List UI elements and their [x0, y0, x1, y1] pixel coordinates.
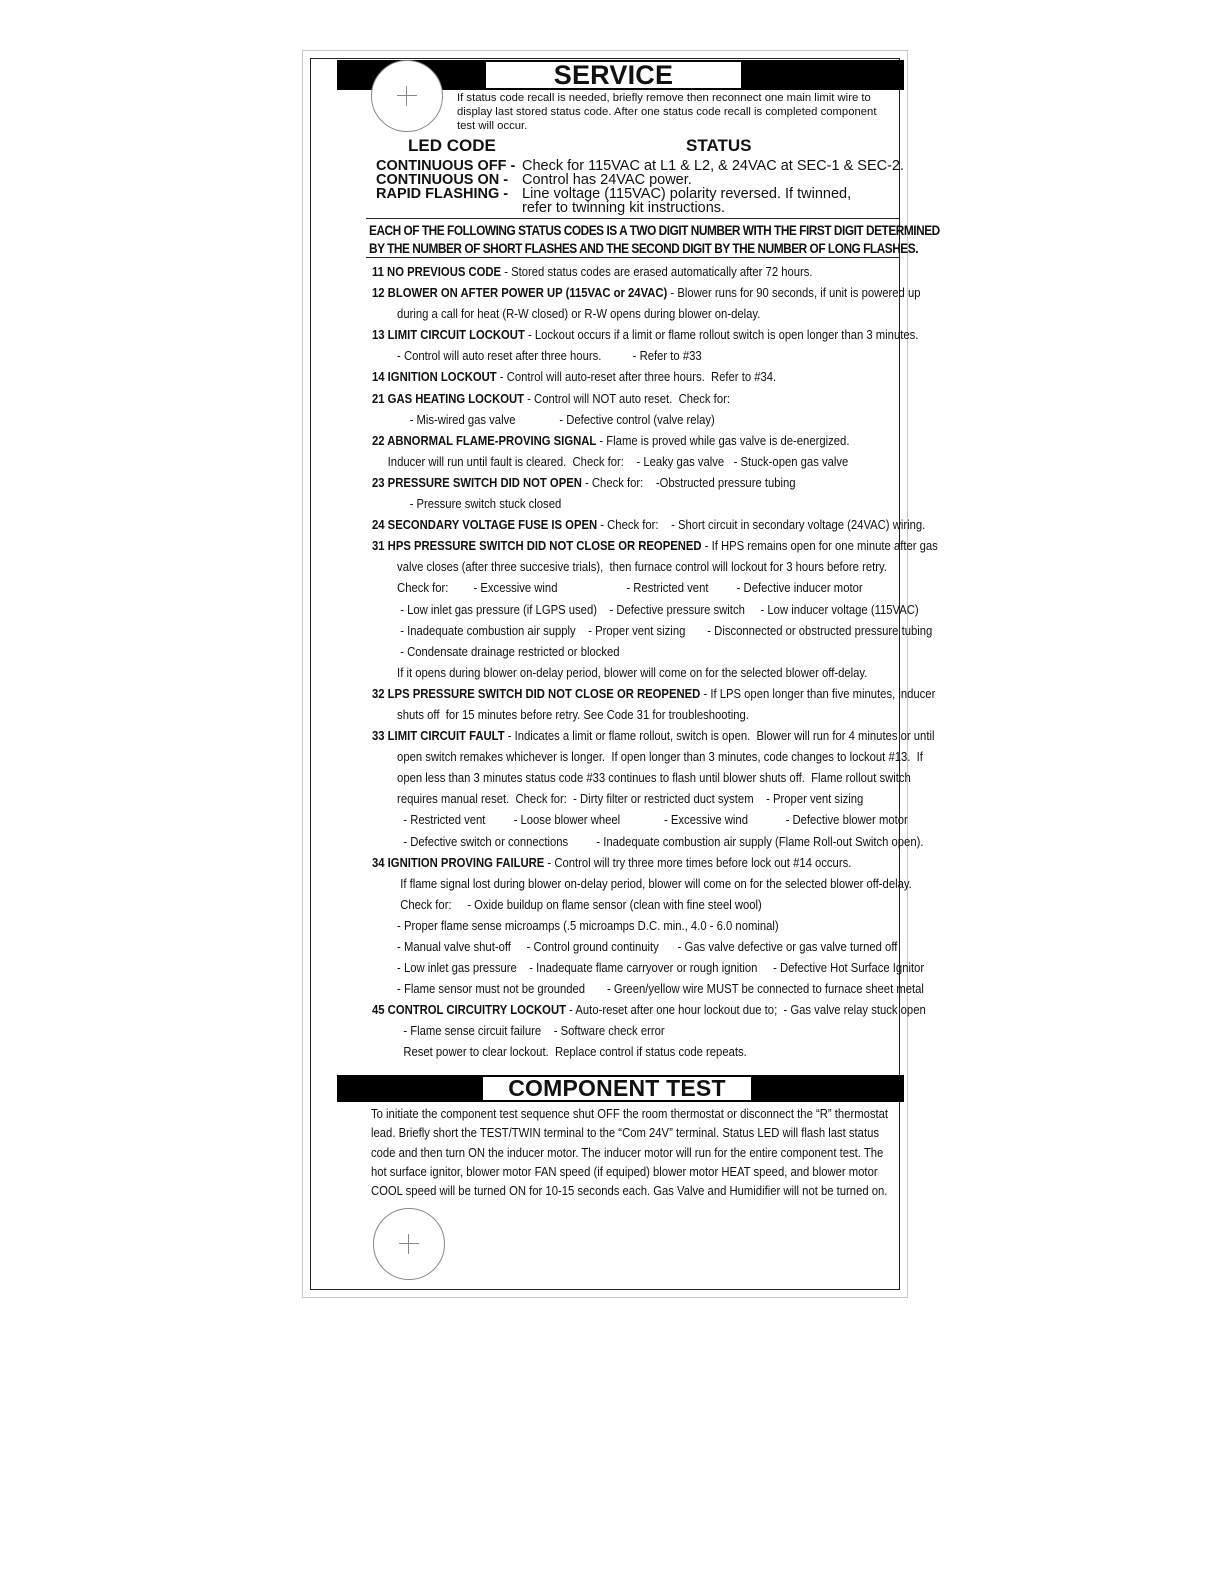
status-code-line	[372, 599, 919, 620]
status-code-name: 21 GAS HEATING LOCKOUT	[372, 390, 525, 406]
status-code-desc: Check for: - Excessive wind - Restricted vent - Defective inducer motor	[372, 580, 863, 596]
status-code-desc: - Defective switch or connections - Inadequate combustion air supply (Flame Roll-out Switch open).	[372, 833, 924, 849]
status-code-desc: - If HPS remains open for one minute after gas	[701, 538, 938, 554]
status-code-name: 12 BLOWER ON AFTER POWER UP (115VAC or 24VAC)	[372, 285, 668, 301]
status-code-desc: open less than 3 minutes status code #33 continues to flash until blower shuts off. Flame rollout switch	[372, 770, 911, 786]
status-code-name: 32 LPS PRESSURE SWITCH DID NOT CLOSE OR REOPENED	[372, 685, 701, 701]
status-code-line	[372, 535, 938, 556]
led-status: Control has 24VAC power.	[522, 172, 692, 188]
status-code-desc: - Low inlet gas pressure (if LGPS used) - Defective pressure switch - Low inducer voltage (115VAC)	[372, 601, 919, 617]
status-code-line	[372, 261, 894, 282]
status-code-line	[372, 493, 894, 514]
status-code-desc: - Stored status codes are erased automatically after 72 hours.	[501, 264, 813, 279]
status-code-desc: Reset power to clear lockout. Replace control if status code repeats.	[372, 1044, 747, 1060]
status-code-desc: - Control will try three more times before lock out #14 occurs.	[544, 854, 852, 870]
status-code-name: 31 HPS PRESSURE SWITCH DID NOT CLOSE OR REOPENED	[372, 538, 702, 554]
status-code-line	[372, 472, 894, 493]
status-code-desc: during a call for heat (R-W closed) or R-W opens during blower on-delay.	[372, 306, 761, 322]
status-code-desc: - Lockout occurs if a limit or flame rollout switch is open longer than 3 minutes.	[524, 327, 919, 343]
status-code-desc: - Control will NOT auto reset. Check for:	[524, 390, 730, 406]
led-status: Line voltage (115VAC) polarity reversed. If twinned,	[522, 186, 852, 202]
status-code-line	[372, 852, 894, 873]
status-code-desc: - Inadequate combustion air supply - Proper vent sizing - Disconnected or obstructed pressure tubing	[372, 622, 933, 638]
status-code-desc: open switch remakes whichever is longer. If open longer than 3 minutes, code changes to lockout #13. If	[372, 749, 923, 765]
status-code-desc: requires manual reset. Check for: - Dirty filter or restricted duct system - Proper vent sizing	[372, 791, 864, 807]
status-code-desc: - Pressure switch stuck closed	[372, 496, 562, 512]
component-test-header-bar	[337, 1075, 904, 1102]
divider	[366, 218, 900, 219]
status-code-line	[372, 936, 898, 957]
component-test-title: COMPONENT TEST	[483, 1075, 751, 1102]
led-row	[376, 173, 692, 187]
status-code-name: 33 LIMIT CIRCUIT FAULT	[372, 728, 505, 744]
status-code-desc: - Condensate drainage restricted or blocked	[372, 643, 620, 659]
status-code-line	[372, 831, 924, 852]
led-code-header: LED CODE	[408, 136, 496, 155]
status-code-desc: - Flame is proved while gas valve is de-energized.	[596, 432, 850, 448]
status-code-line	[372, 1041, 894, 1062]
component-test-line: COOL speed will be turned ON for 10-15 seconds each. Gas Valve and Humidifier will not be turned on.	[371, 1183, 888, 1199]
status-code-line	[372, 366, 894, 387]
status-code-desc: valve closes (after three succesive trials), then furnace control will lockout for 3 hours before retry.	[372, 559, 887, 575]
status-code-line	[372, 282, 921, 303]
component-test-line: To initiate the component test sequence shut OFF the room thermostat or disconnect the “R” thermostat	[371, 1106, 889, 1121]
status-code-line	[372, 388, 894, 409]
component-test-text	[371, 1104, 901, 1200]
mounting-hole-bottom	[373, 1208, 445, 1280]
led-code: CONTINUOUS OFF -	[376, 158, 516, 174]
notice-line-1: EACH OF THE FOLLOWING STATUS CODES IS A TWO DIGIT NUMBER WITH THE FIRST DIGIT DETERMINED	[369, 223, 940, 238]
status-code-line	[372, 556, 894, 577]
status-code-desc: - Check for: - Short circuit in secondary voltage (24VAC) wiring.	[597, 517, 926, 533]
status-code-line	[372, 809, 908, 830]
status-code-line	[372, 957, 925, 978]
status-code-desc: - Auto-reset after one hour lockout due to; - Gas valve relay stuck open	[565, 1002, 926, 1018]
status-code-line	[372, 978, 924, 999]
status-code-desc: If flame signal lost during blower on-delay period, blower will come on for the selected blower off-delay.	[372, 875, 912, 891]
status-code-name: 11 NO PREVIOUS CODE	[372, 264, 502, 279]
status-code-desc: - Blower runs for 90 seconds, if unit is powered up	[667, 285, 921, 301]
status-code-desc: - Mis-wired gas valve - Defective control (valve relay)	[372, 411, 715, 427]
status-code-line	[372, 662, 894, 683]
led-status: refer to twinning kit instructions.	[522, 200, 726, 216]
component-test-line: code and then turn ON the inducer motor. The inducer motor will run for the entire component test. The	[371, 1144, 884, 1160]
led-status: Check for 115VAC at L1 & L2, & 24VAC at SEC-1 & SEC-2.	[522, 158, 905, 174]
status-code-line	[372, 303, 894, 324]
status-code-desc: - Flame sense circuit failure - Software check error	[372, 1023, 665, 1039]
status-header: STATUS	[686, 136, 752, 155]
status-code-line	[372, 345, 894, 366]
status-code-name: 23 PRESSURE SWITCH DID NOT OPEN	[372, 474, 582, 490]
crosshair-icon	[397, 86, 417, 106]
status-code-desc: - Indicates a limit or flame rollout, switch is open. Blower will run for 4 minutes or until	[504, 728, 935, 744]
led-code: RAPID FLASHING -	[376, 186, 509, 202]
status-code-line	[372, 451, 894, 472]
status-code-line	[372, 704, 894, 725]
status-code-name: 24 SECONDARY VOLTAGE FUSE IS OPEN	[372, 517, 598, 533]
status-code-desc: - Manual valve shut-off - Control ground continuity - Gas valve defective or gas valve turned off	[372, 939, 898, 954]
mounting-hole-top	[371, 60, 443, 132]
status-code-line	[372, 873, 912, 894]
status-code-name: 45 CONTROL CIRCUITRY LOCKOUT	[372, 1002, 566, 1018]
status-code-line	[372, 999, 926, 1020]
service-intro: If status code recall is needed, briefly remove then reconnect one main limit wire to display last stored status code. After one status code recall is completed component test will occur.	[457, 92, 877, 132]
led-code: CONTINUOUS ON -	[376, 172, 509, 188]
status-code-desc: - Proper flame sense microamps (.5 microamps D.C. min., 4.0 - 6.0 nominal)	[372, 917, 779, 933]
component-test-line: hot surface ignitor, blower motor FAN speed (if equiped) blower motor HEAT speed, and blower motor	[371, 1163, 878, 1179]
status-code-line	[372, 746, 923, 767]
status-code-line	[372, 894, 894, 915]
status-code-list	[372, 261, 938, 1063]
status-code-desc: - Control will auto-reset after three hours. Refer to #34.	[496, 369, 777, 385]
status-code-line	[372, 514, 926, 535]
divider	[366, 257, 900, 258]
service-title: SERVICE	[486, 60, 741, 90]
status-code-name: 14 IGNITION LOCKOUT	[372, 369, 497, 385]
status-code-desc: shuts off for 15 minutes before retry. See Code 31 for troubleshooting.	[372, 706, 749, 722]
status-code-desc: - Check for: -Obstructed pressure tubing	[581, 474, 796, 490]
status-code-notice	[369, 222, 940, 258]
status-code-desc: Check for: - Oxide buildup on flame sensor (clean with fine steel wool)	[372, 896, 762, 912]
status-code-desc: - Low inlet gas pressure - Inadequate flame carryover or rough ignition - Defective Hot Surface Ignitor	[372, 960, 925, 976]
status-code-desc: - If LPS open longer than five minutes, inducer	[700, 685, 936, 701]
status-code-desc: - Flame sensor must not be grounded - Green/yellow wire MUST be connected to furnace sheet metal	[372, 981, 924, 997]
notice-line-2: BY THE NUMBER OF SHORT FLASHES AND THE SECOND DIGIT BY THE NUMBER OF LONG FLASHES.	[369, 241, 919, 256]
status-code-line	[372, 324, 919, 345]
status-code-line	[372, 1020, 894, 1041]
component-test-line: lead. Briefly short the TEST/TWIN terminal to the “Com 24V” terminal. Status LED will flash last status	[371, 1125, 879, 1141]
status-code-desc: Inducer will run until fault is cleared. Check for: - Leaky gas valve - Stuck-open gas valve	[372, 453, 849, 469]
status-code-line	[372, 767, 911, 788]
status-code-line	[372, 409, 894, 430]
status-code-line	[372, 577, 894, 598]
led-row	[376, 187, 851, 201]
status-code-line	[372, 725, 935, 746]
status-code-line	[372, 430, 894, 451]
status-code-name: 13 LIMIT CIRCUIT LOCKOUT	[372, 327, 525, 343]
status-code-desc: - Restricted vent - Loose blower wheel - Excessive wind - Defective blower motor	[372, 812, 908, 828]
status-code-line	[372, 683, 936, 704]
led-row	[376, 201, 725, 215]
status-code-name: 34 IGNITION PROVING FAILURE	[372, 854, 545, 870]
status-code-name: 22 ABNORMAL FLAME-PROVING SIGNAL	[372, 432, 597, 448]
crosshair-icon	[399, 1234, 419, 1254]
status-code-line	[372, 788, 894, 809]
status-code-desc: If it opens during blower on-delay period, blower will come on for the selected blower off-delay.	[372, 664, 868, 680]
status-code-desc: - Control will auto reset after three hours. - Refer to #33	[372, 348, 702, 364]
status-code-line	[372, 641, 894, 662]
led-row	[376, 159, 904, 173]
status-code-line	[372, 620, 933, 641]
status-code-line	[372, 915, 894, 936]
